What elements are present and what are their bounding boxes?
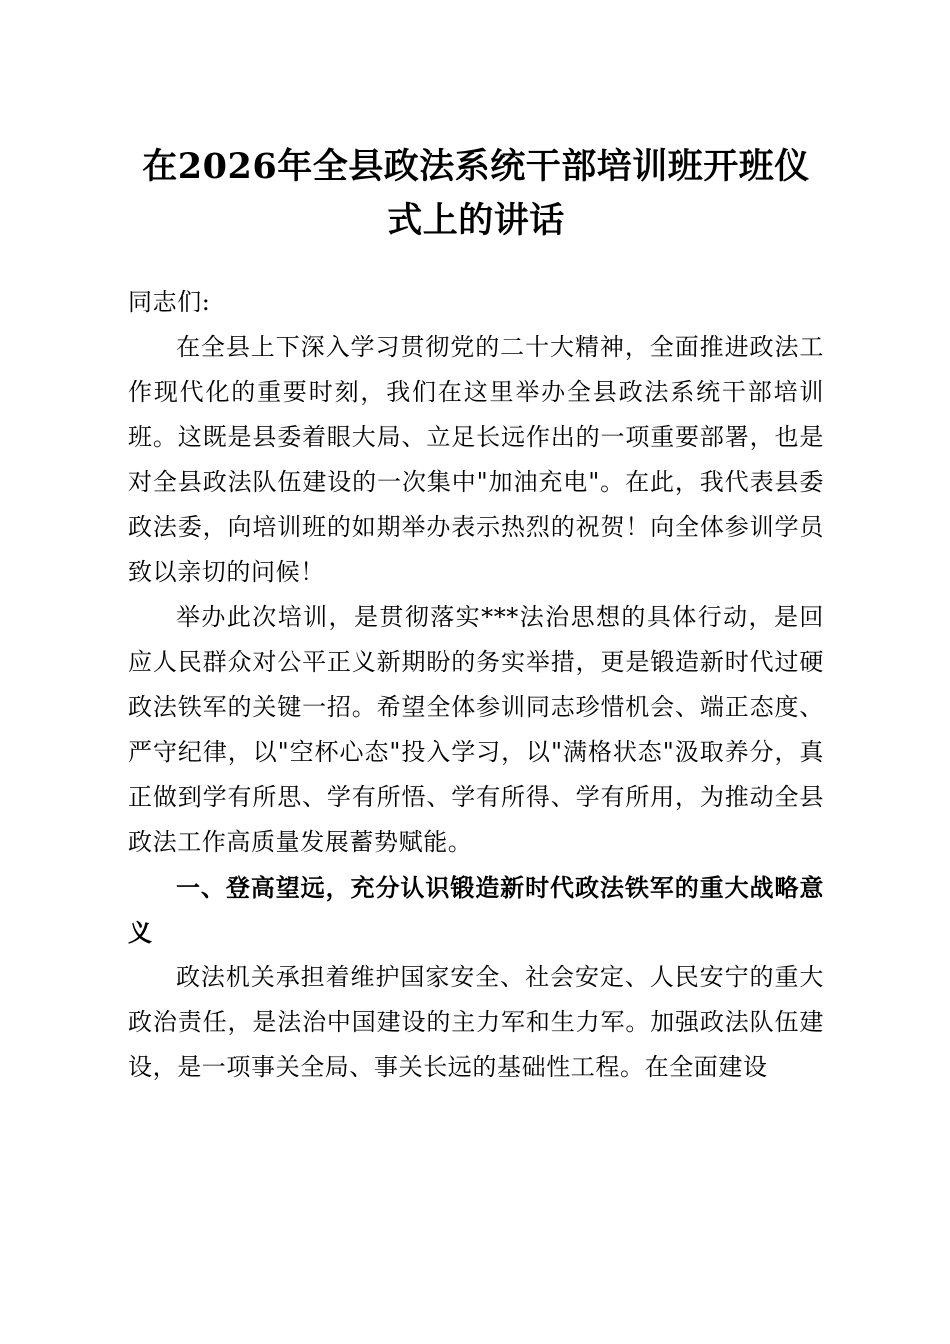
paragraph-opening: 在全县上下深入学习贯彻党的二十大精神，全面推进政法工作现代化的重要时刻，我们在这里举办全县政法系统干部培训班。这既是县委着眼大局、立足长远作出的一项重要部署，也是对全县政法队伍建设的一次集中"加油充电"。在此，我代表县委政法委，向培训班的如期举办表示热烈的祝贺！向全体参训学员致以亲切的问候！ xyxy=(128,333,824,586)
section-heading: 一、登高望远，充分认识锻造新时代政法铁军的重大战略意义 xyxy=(128,873,824,947)
paragraph-purpose: 举办此次培训，是贯彻落实***法治思想的具体行动，是回应人民群众对公平正义新期盼的务实举措，更是锻造新时代过硬政法铁军的关键一招。希望全体参训同志珍惜机会、端正态度、严守纪律，以"空杯心态"投入学习，以"满格状态"汲取养分，真正做到学有所思、学有所悟、学有所得、学有所用，为推动全县政法工作高质量发展蓄势赋能。 xyxy=(128,603,824,856)
paragraph-section-one: 政法机关承担着维护国家安全、社会安定、人民安宁的重大政治责任，是法治中国建设的主力军和生力军。加强政法队伍建设，是一项事关全局、事关长远的基础性工程。在全面建设 xyxy=(128,963,824,1081)
document-body xyxy=(128,280,824,1090)
salutation: 同志们: xyxy=(128,288,211,316)
document-title: 在2026年全县政法系统干部培训班开班仪式上的讲话 xyxy=(142,146,810,241)
document-page xyxy=(128,140,824,1090)
